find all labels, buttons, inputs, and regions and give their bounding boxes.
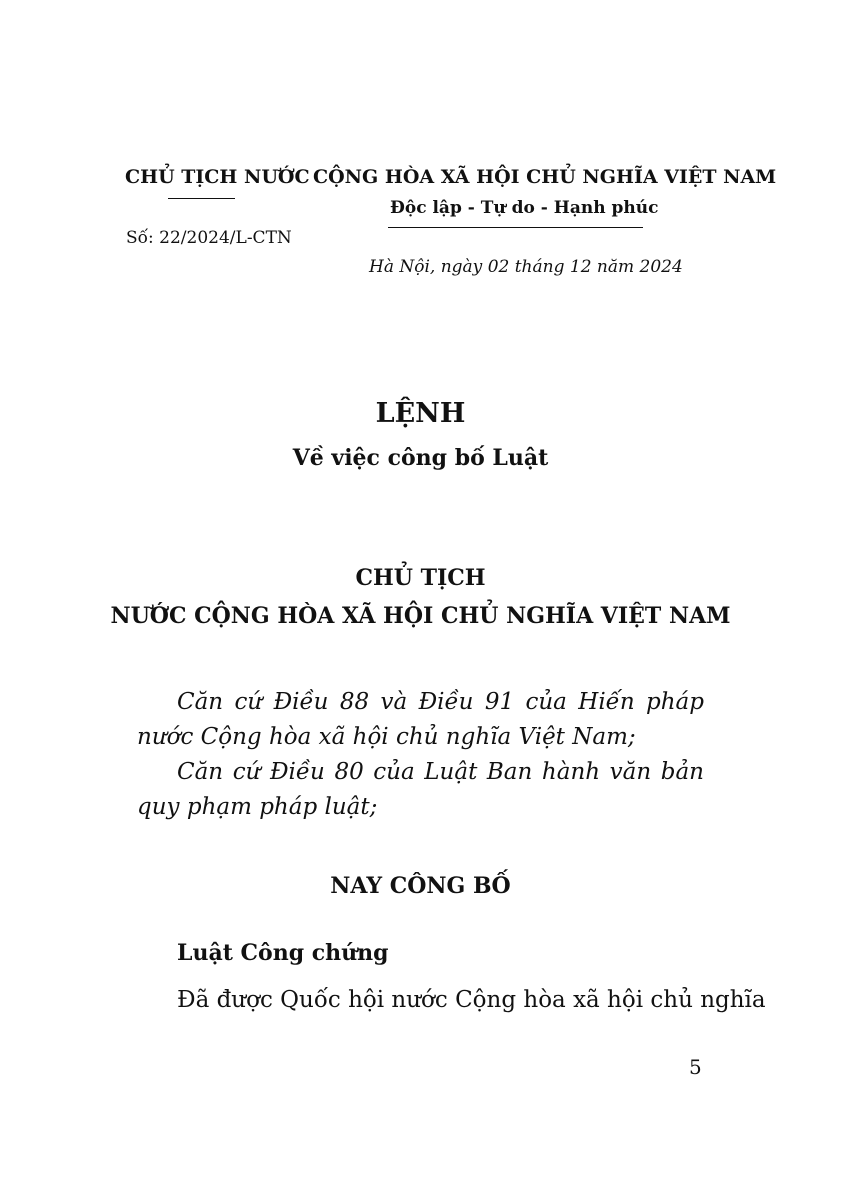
page-number: 5: [689, 1055, 702, 1079]
motto-underline: [388, 227, 643, 228]
body-text: Đã được Quốc hội nước Cộng hòa xã hội chủ nghĩa: [177, 987, 766, 1013]
country-name: CỘNG HÒA XÃ HỘI CHỦ NGHĨA VIỆT NAM: [313, 166, 777, 188]
document-type-title: LỆNH: [375, 398, 466, 429]
law-name: Luật Công chứng: [177, 940, 389, 966]
legal-basis-2: Căn cứ Điều 80 của Luật Ban hành văn bản quy phạm pháp luật;: [137, 759, 704, 820]
document-subject: Về việc công bố Luật: [292, 445, 549, 471]
issuer-label: CHỦ TỊCH NƯỚC: [125, 166, 310, 188]
place-date: Hà Nội, ngày 02 tháng 12 năm 2024: [369, 257, 683, 277]
document-number: Số: 22/2024/L-CTN: [126, 228, 292, 248]
issuer-underline: [168, 198, 235, 199]
authority-line-2: NƯỚC CỘNG HÒA XÃ HỘI CHỦ NGHĨA VIỆT NAM: [110, 603, 731, 629]
legal-basis-1: Căn cứ Điều 88 và Điều 91 của Hiến pháp nước Cộng hòa xã hội chủ nghĩa Việt Nam;: [137, 689, 704, 750]
national-motto: Độc lập - Tự do - Hạnh phúc: [390, 198, 659, 218]
proclamation-heading: NAY CÔNG BỐ: [330, 873, 511, 899]
authority-line-1: CHỦ TỊCH: [355, 565, 486, 591]
